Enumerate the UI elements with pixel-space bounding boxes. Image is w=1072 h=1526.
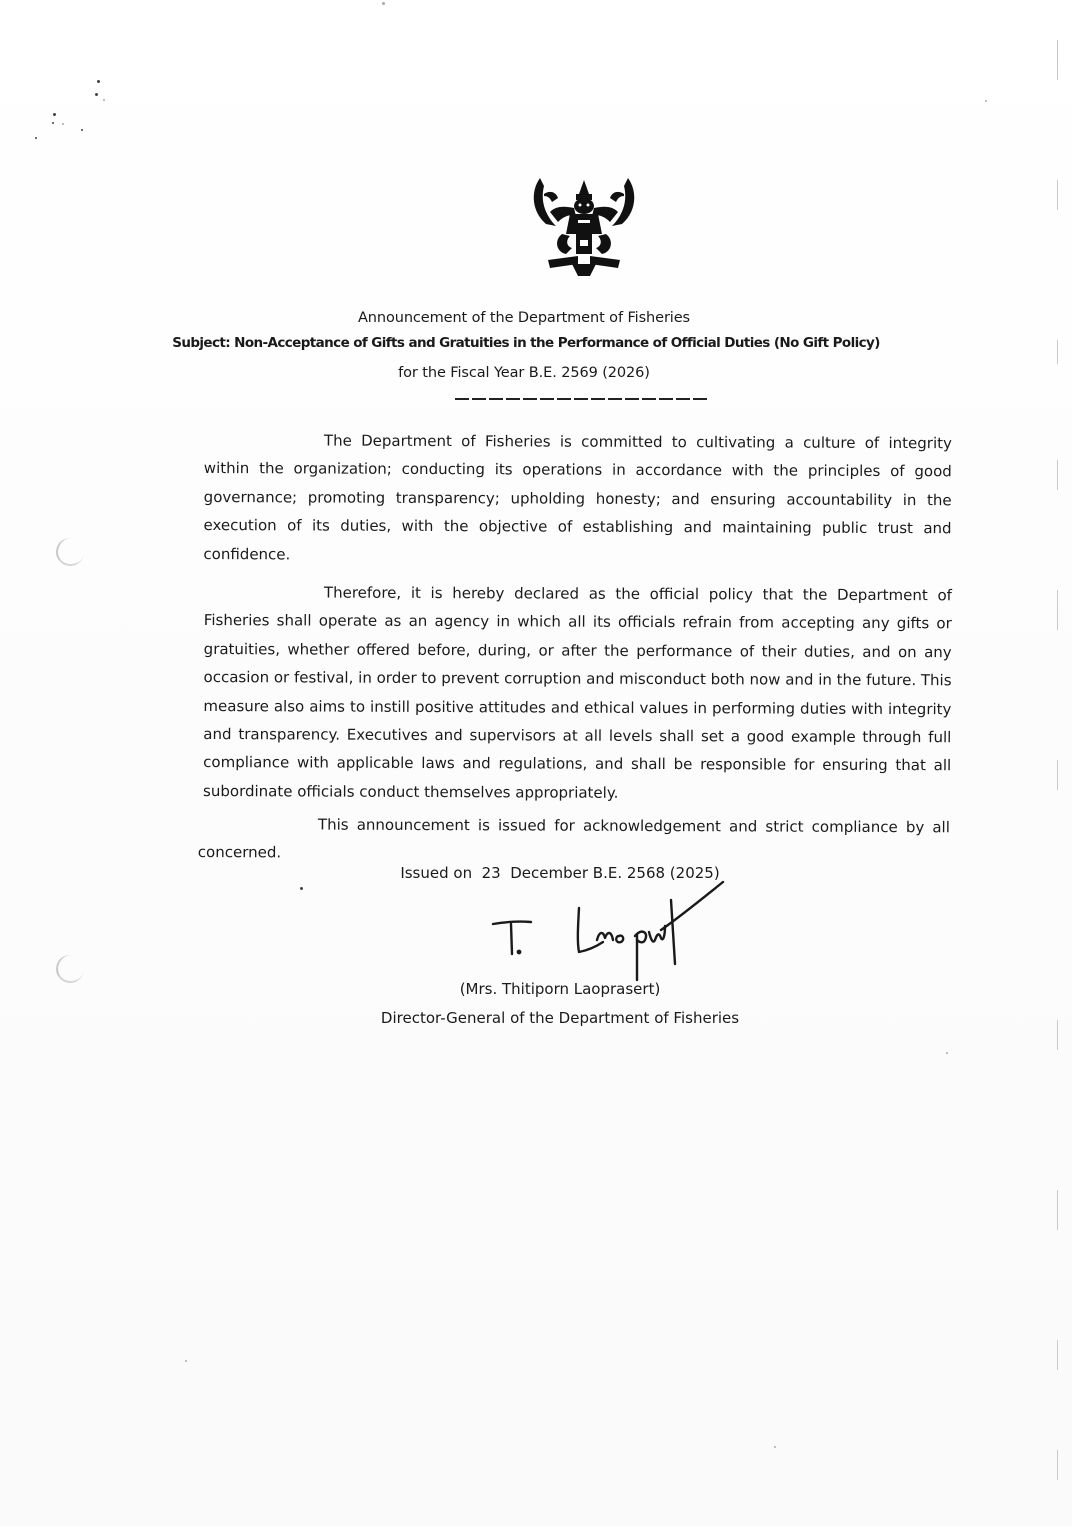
scan-edge-mark: [1057, 40, 1058, 80]
body-paragraph-commitment: The Department of Fisheries is committed to cultivating a culture of integrity within the organization; conducting its operations in accordance with the principles of good governance; promoting transparency; upholding honesty; and ensuring accountability in the execution of its duties, with the objective of establishing and maintaining public trust and confidence.: [203, 431, 952, 564]
announcement-title: Announcement of the Department of Fisheries: [357, 310, 691, 326]
scan-speck: [53, 113, 56, 116]
scan-speck: [185, 1360, 187, 1362]
scan-edge-mark: [1057, 460, 1058, 490]
scan-speck: [774, 1446, 776, 1448]
issue-date: Issued on 23 December B.E. 2568 (2025): [400, 864, 720, 882]
hole-punch-mark: [54, 536, 86, 568]
fiscal-year-line: for the Fiscal Year B.E. 2569 (2026): [398, 365, 650, 381]
scan-edge-mark: [1057, 1340, 1058, 1370]
scan-speck: [52, 122, 54, 124]
scan-edge-mark: [1057, 590, 1058, 630]
scan-edge-mark: [1057, 1450, 1058, 1480]
scan-speck: [97, 80, 100, 83]
scan-speck: [103, 99, 105, 101]
announcement-subject: Subject: Non-Acceptance of Gifts and Gratuities in the Performance of Official Duties (No Gift Policy): [172, 335, 880, 351]
body-paragraph-compliance: This announcement is issued for acknowledgement and strict compliance by all concerned.: [197, 815, 950, 862]
scan-speck: [95, 93, 98, 96]
scan-speck: [81, 129, 83, 131]
signer-title: Director-General of the Department of Fisheries: [380, 1009, 740, 1027]
scan-speck: [62, 123, 64, 125]
handwritten-signature: [485, 880, 745, 990]
scan-speck: [300, 887, 303, 890]
scan-speck: [985, 100, 987, 102]
scan-edge-mark: [1057, 180, 1058, 210]
scan-edge-mark: [1057, 1190, 1058, 1230]
scan-speck: [382, 2, 385, 5]
signer-name: (Mrs. Thitiporn Laoprasert): [459, 980, 661, 998]
body-paragraph-policy: Therefore, it is hereby declared as the official policy that the Department of Fisheries shall operate as an agency in which all its officials refrain from accepting any gifts or gratuities, whether offered before, during, or after the performance of their duties, and on any occasion or festival, in order to prevent corruption and misconduct both now and in the future. This measure also aims to instill positive attitudes and ethical values in performing duties with integrity and transparency. Executives and supervisors at all levels shall set a good example through full compliance with applicable laws and regulations, and shall be responsible for ensuring that all subordinate officials conduct themselves appropriately.: [203, 583, 952, 802]
scan-edge-mark: [1057, 760, 1058, 790]
dashed-separator: [455, 398, 707, 400]
garuda-emblem-icon: [528, 172, 640, 280]
scan-speck: [35, 137, 37, 139]
scan-speck: [946, 1052, 948, 1054]
